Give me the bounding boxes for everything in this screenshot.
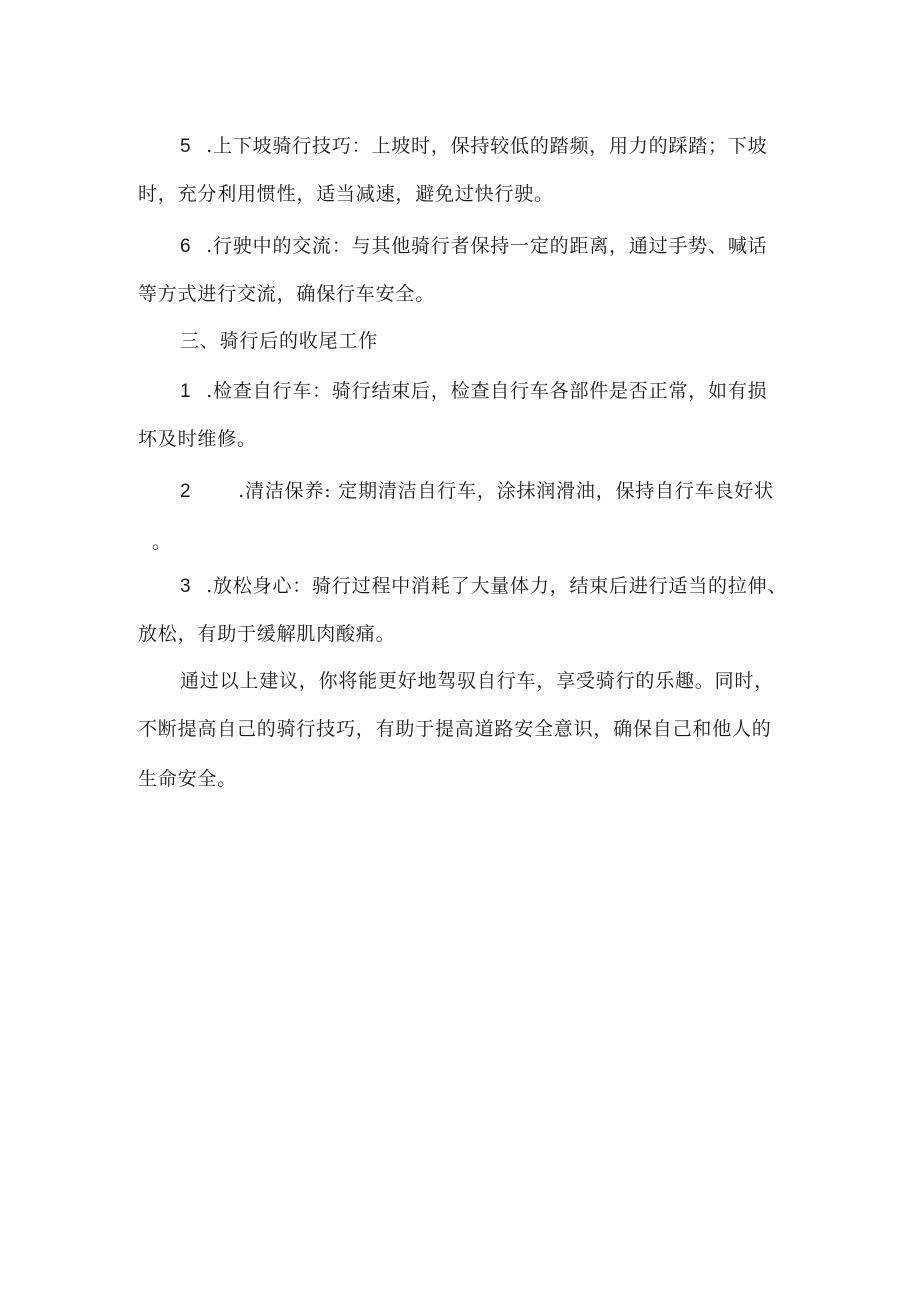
section3-heading (180, 329, 378, 353)
item1-text-line2: 坏及时维修。 (138, 428, 257, 450)
conclusion-text-line3: 生命安全。 (138, 768, 238, 790)
item2-line1 (180, 479, 774, 504)
item6-text-line2: 等方式进行交流，确保行车安全。 (138, 283, 436, 305)
conclusion-text-line1: 通过以上建议，你将能更好地驾驭自行车，享受骑行的乐趣。同时， (180, 670, 775, 692)
item5-text-line2: 时，充分利用惯性，适当减速，避免过快行驶。 (138, 183, 554, 205)
item5-line1 (180, 134, 767, 159)
item2-number: 2 (180, 481, 192, 502)
item5-number: 5 (180, 136, 192, 157)
item2-text-line2: 。 (152, 531, 172, 553)
item5-line2 (138, 182, 554, 206)
item2-text-line1: .清洁保养: 定期清洁自行车，涂抹润滑油，保持自行车良好状 (238, 480, 774, 502)
conclusion-line1 (180, 669, 774, 693)
item6-line1 (180, 234, 767, 259)
item1-text-line1: .检查自行车：骑行结束后，检查自行车各部件是否正常，如有损 (206, 380, 768, 402)
conclusion-line3 (138, 767, 237, 791)
item1-number: 1 (180, 381, 192, 402)
section3-heading-text: 三、骑行后的收尾工作 (180, 330, 379, 352)
item6-line2 (138, 282, 435, 306)
item1-line2 (138, 427, 257, 451)
item3-text-line1: .放松身心：骑行过程中消耗了大量体力，结束后进行适当的拉伸、 (206, 575, 788, 597)
item3-number: 3 (180, 576, 192, 597)
item5-text-line1: .上下坡骑行技巧：上坡时，保持较低的踏频，用力的踩踏；下坡 (206, 135, 768, 157)
item3-line2 (138, 622, 395, 646)
item3-text-line2: 放松，有助于缓解肌肉酸痛。 (138, 623, 396, 645)
item6-text-line1: .行驶中的交流：与其他骑行者保持一定的距离，通过手势、喊话 (206, 235, 768, 257)
item6-number: 6 (180, 236, 192, 257)
conclusion-text-line2: 不断提高自己的骑行技巧，有助于提高道路安全意识，确保自己和他人的 (138, 718, 772, 740)
item1-line1 (180, 379, 767, 404)
conclusion-line2 (138, 717, 772, 741)
item2-line2 (152, 530, 172, 554)
item3-line1 (180, 574, 787, 599)
